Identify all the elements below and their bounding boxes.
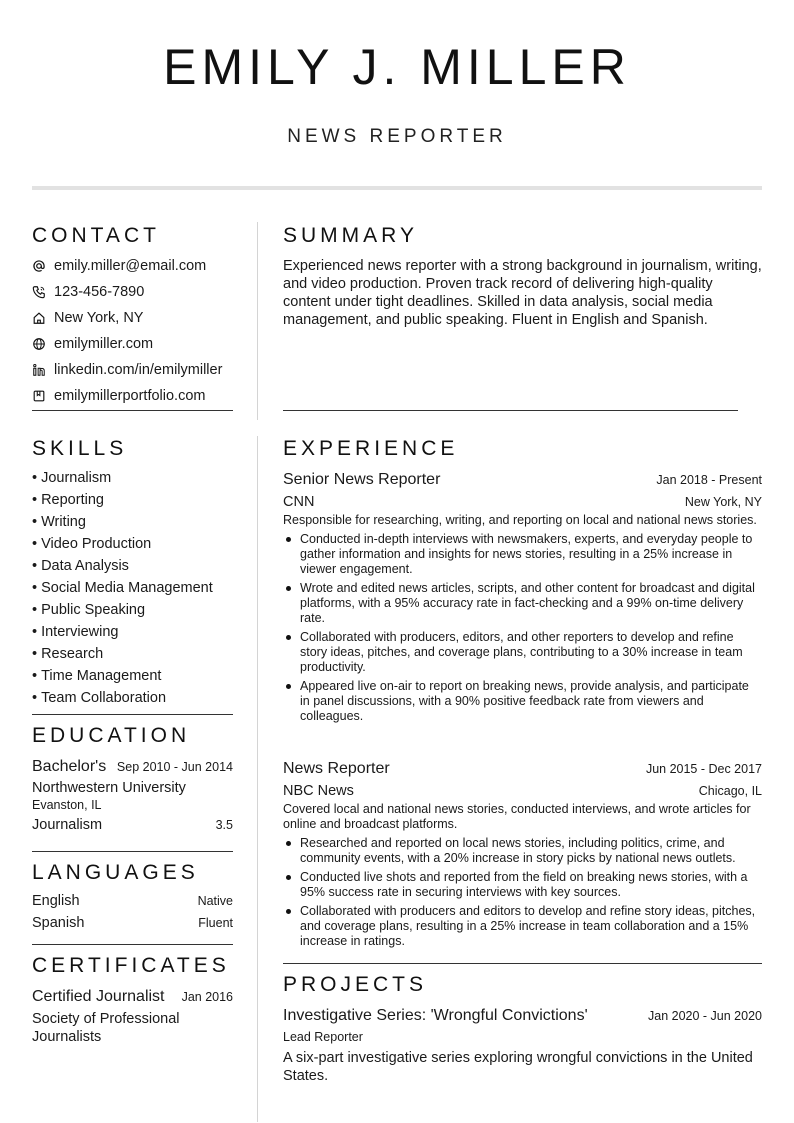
contact-location <box>32 305 233 331</box>
contact-text: New York, NY <box>54 310 144 326</box>
job-entry <box>283 760 762 953</box>
contact-heading: CONTACT <box>32 224 160 247</box>
certificate-issuer: Society of Professional Journalists <box>32 1011 180 1045</box>
skill-item: • Public Speaking <box>32 599 233 621</box>
skill-item: • Reporting <box>32 489 233 511</box>
skills-heading: SKILLS <box>32 437 128 460</box>
skill-item: • Interviewing <box>32 621 233 643</box>
portfolio-icon <box>32 389 46 403</box>
contact-text: emilymillerportfolio.com <box>54 388 206 404</box>
project-description: A six-part investigative series exploring wrongful convictions in the United States. <box>283 1050 753 1084</box>
experience-divider <box>283 963 762 964</box>
project-dates: Jan 2020 - Jun 2020 <box>648 1009 762 1023</box>
resume-name: EMILY J. MILLER <box>163 39 631 95</box>
certificate-name: Certified Journalist <box>32 988 165 1005</box>
language-name: Spanish <box>32 915 85 931</box>
experience-heading: EXPERIENCE <box>283 437 459 460</box>
at-icon <box>32 259 46 273</box>
contact-list <box>32 253 233 409</box>
education-school: Northwestern University <box>32 780 186 796</box>
resume-job-title: NEWS REPORTER <box>287 126 507 147</box>
job-bullet: Conducted live shots and reported from the field on breaking news stories, with a 95% success rate in securing interviews with key sources. <box>283 870 762 900</box>
project-title: Investigative Series: 'Wrongful Convictions' <box>283 1007 588 1024</box>
job-location: Chicago, IL <box>698 784 762 798</box>
job-bullet: Collaborated with producers and editors to develop and refine story ideas, pitches, and coverage plans, resulting in a 25% increase in team collaboration and a 15% increase in ratings. <box>283 904 762 949</box>
job-dates: Jun 2015 - Dec 2017 <box>645 762 762 776</box>
job-entry <box>283 471 762 728</box>
language-name: English <box>32 893 80 909</box>
header-divider <box>32 186 762 190</box>
education-dates: Sep 2010 - Jun 2014 <box>116 760 233 774</box>
job-dates: Jan 2018 - Present <box>656 473 762 487</box>
skill-item: • Video Production <box>32 533 233 555</box>
education-divider <box>32 851 233 852</box>
contact-text: 123-456-7890 <box>54 284 145 300</box>
languages-list <box>32 893 233 937</box>
education-gpa: 3.5 <box>215 818 233 832</box>
skills-divider <box>32 714 233 715</box>
column-divider-bottom <box>257 436 258 1122</box>
languages-divider <box>32 944 233 945</box>
certificate-block <box>32 988 233 1046</box>
linkedin-icon <box>32 363 46 377</box>
job-description: Covered local and national news stories, conducted interviews, and wrote articles for online and broadcast platforms. <box>283 802 751 831</box>
contact-text: linkedin.com/in/emilymiller <box>54 362 223 378</box>
job-company: CNN <box>283 494 315 510</box>
summary-text: Experienced news reporter with a strong background in journalism, writing, and video production. Proven track record of delivering high-quality content under tight deadlines. Skilled in data analysis, social media management, and public speaking. Fluent in English and Spanish. <box>283 258 762 328</box>
skills-list <box>32 467 233 709</box>
home-icon <box>32 311 46 325</box>
education-field: Journalism <box>32 817 103 833</box>
education-location: Evanston, IL <box>32 798 102 812</box>
contact-portfolio[interactable] <box>32 383 233 409</box>
job-bullets <box>283 532 762 724</box>
job-bullet: Appeared live on-air to report on breaking news, provide analysis, and participate in panel discussions, with a 90% positive feedback rate from viewers and colleagues. <box>283 679 762 724</box>
projects-heading: PROJECTS <box>283 973 428 996</box>
skill-item: • Social Media Management <box>32 577 233 599</box>
skill-item: • Journalism <box>32 467 233 489</box>
job-title: Senior News Reporter <box>283 471 441 488</box>
contact-text: emilymiller.com <box>54 336 154 352</box>
contact-website[interactable] <box>32 331 233 357</box>
contact-divider <box>32 410 233 411</box>
language-level: Native <box>197 894 233 908</box>
languages-heading: LANGUAGES <box>32 861 199 884</box>
education-block <box>32 758 233 833</box>
job-description: Responsible for researching, writing, and reporting on local and national news stories. <box>283 513 757 527</box>
phone-icon <box>32 285 46 299</box>
certificates-heading: CERTIFICATES <box>32 954 230 977</box>
job-bullets <box>283 836 762 949</box>
job-bullet: Wrote and edited news articles, scripts, and other content for broadcast and digital platforms, with a 95% accuracy rate in fact-checking and a 99% on-time delivery rate. <box>283 581 762 626</box>
contact-text: emily.miller@email.com <box>54 258 207 274</box>
summary-divider <box>283 410 738 411</box>
contact-linkedin[interactable] <box>32 357 233 383</box>
summary-heading: SUMMARY <box>283 224 418 247</box>
education-degree: Bachelor's <box>32 758 107 775</box>
skill-item: • Data Analysis <box>32 555 233 577</box>
project-role: Lead Reporter <box>283 1030 363 1044</box>
contact-phone[interactable] <box>32 279 233 305</box>
skill-item: • Team Collaboration <box>32 687 233 709</box>
skill-item: • Writing <box>32 511 233 533</box>
job-company: NBC News <box>283 783 354 799</box>
skill-item: • Research <box>32 643 233 665</box>
job-bullet: Researched and reported on local news stories, including politics, crime, and community events, with a 20% increase in story picks by national news outlets. <box>283 836 762 866</box>
skill-item: • Time Management <box>32 665 233 687</box>
education-heading: EDUCATION <box>32 724 191 747</box>
certificate-date: Jan 2016 <box>181 990 233 1004</box>
column-divider-top <box>257 222 258 420</box>
job-bullet: Collaborated with producers, editors, and other reporters to develop and refine story ideas, pitches, and coverage plans, contributing to a 30% increase in team productivity. <box>283 630 762 675</box>
language-level: Fluent <box>198 916 233 930</box>
job-title: News Reporter <box>283 760 390 777</box>
globe-icon <box>32 337 46 351</box>
contact-email[interactable] <box>32 253 233 279</box>
project-entry <box>283 1007 762 1085</box>
job-bullet: Conducted in-depth interviews with newsmakers, experts, and everyday people to gather information and insights for news stories, resulting in a 25% increase in viewer engagement. <box>283 532 762 577</box>
job-location: New York, NY <box>684 495 762 509</box>
